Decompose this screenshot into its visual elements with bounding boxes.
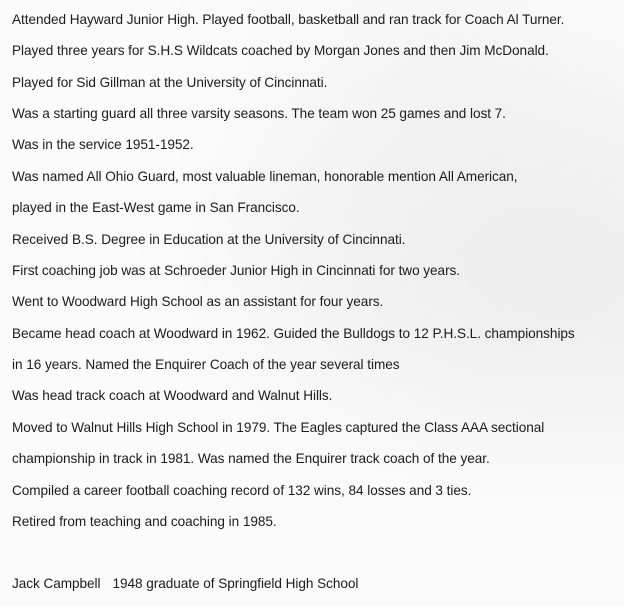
bio-line: Retired from teaching and coaching in 1985. [12, 514, 277, 529]
bio-line: in 16 years. Named the Enquirer Coach of the year several times [12, 357, 400, 372]
bio-line: Was named All Ohio Guard, most valuable lineman, honorable mention All American, [12, 169, 518, 184]
bio-line: Was a starting guard all three varsity seasons. The team won 25 games and lost 7. [12, 106, 506, 121]
signature-name: Jack Campbell [12, 576, 101, 591]
bio-line: Was in the service 1951-1952. [12, 137, 194, 152]
bio-line: Was head track coach at Woodward and Walnut Hills. [12, 388, 333, 403]
bio-line: Played for Sid Gillman at the University of Cincinnati. [12, 75, 328, 90]
bio-line: Attended Hayward Junior High. Played football, basketball and ran track for Coach Al Turner. [12, 12, 565, 27]
bio-line: Received B.S. Degree in Education at the University of Cincinnati. [12, 232, 406, 247]
bio-line: Compiled a career football coaching record of 132 wins, 84 losses and 3 ties. [12, 483, 472, 498]
bio-line: Moved to Walnut Hills High School in 1979. The Eagles captured the Class AAA sectional [12, 420, 545, 435]
signature-line [12, 576, 358, 592]
bio-line: Went to Woodward High School as an assistant for four years. [12, 294, 384, 309]
bio-line: Played three years for S.H.S Wildcats coached by Morgan Jones and then Jim McDonald. [12, 43, 549, 58]
signature-note: 1948 graduate of Springfield High School [112, 576, 359, 591]
bio-line: First coaching job was at Schroeder Junior High in Cincinnati for two years. [12, 263, 461, 278]
bio-line: Became head coach at Woodward in 1962. Guided the Bulldogs to 12 P.H.S.L. championships [12, 326, 575, 341]
bio-line: played in the East-West game in San Francisco. [12, 200, 300, 215]
bio-line: championship in track in 1981. Was named the Enquirer track coach of the year. [12, 451, 490, 466]
